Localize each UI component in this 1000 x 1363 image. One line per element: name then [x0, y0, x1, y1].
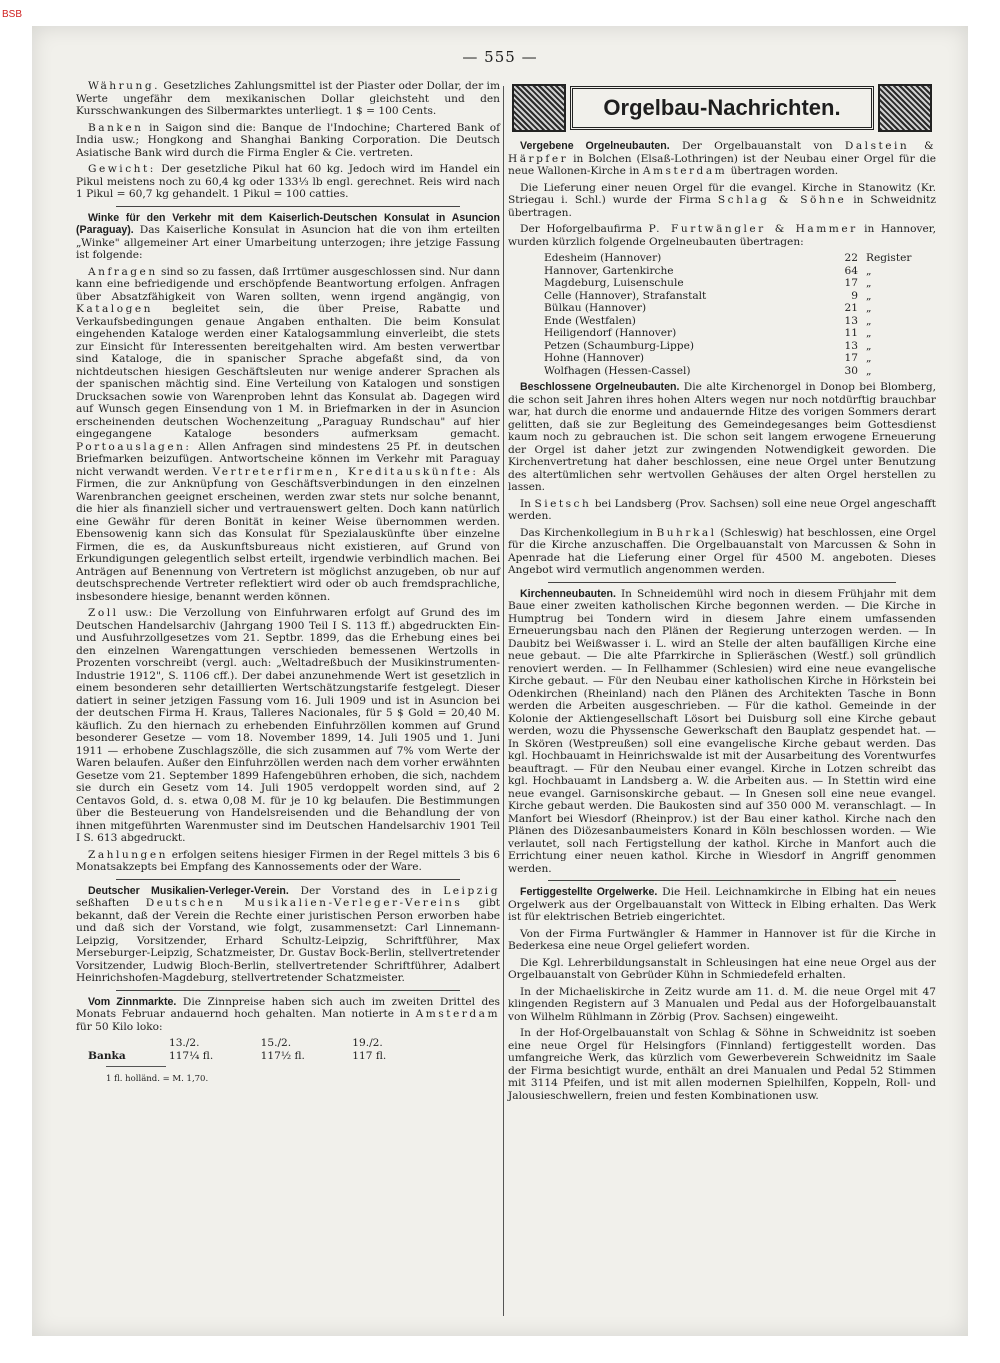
- price-cell: 117 fl.: [352, 1049, 387, 1062]
- lead-waehrung: Währung.: [88, 80, 160, 92]
- paragraph-schleusingen: Die Kgl. Lehrerbildungsanstalt in Schleusingen hat eine neue Orgel aus der Orgelbauanstalt von Gebrüder Kühn in Schmiedefeld erhalten.: [508, 956, 936, 981]
- article-musikalien-verleger: Deutscher Musikalien-Verleger-Verein. Der Vorstand des in Leipzig seßhaften Deutschen Musikalien-Verleger-Vereins gibt bekannt, daß der Verein die Rechte einer juristischen Person erworben habe und daß sich der Vorstand, wie folgt, zusammensetzt: Carl Linnemann-Leipzig, Vorsitzender, Erhard Schultz-Leipzig, Schriftführer, Max Merseburger-Leipzig, Schatzmeister, Dr. Gustav Bock-Berlin, stellvertretender Vorsitzender, Ludwig Bloch-Berlin, stellvertretender Schriftführer, Adalbert Heinrichshofen-Magdeburg, stellvertretender Schatzmeister.: [76, 884, 501, 984]
- paragraph-anfragen: Anfragen sind so zu fassen, daß Irrtümer ausgeschlossen sind. Nur dann kann eine befriedigende und erschöpfende Beantwortung erfolgen. Anfragen über Absatzfähigkeit von Waren sollten, wenn irgend angängig, von Katalogen begleitet sein, die über Preise, Rabatte und Verkaufsbedingungen genaue Angaben enthalten. Die beim Konsulat eingehenden Kataloge werden einer Katalogsammlung einverleibt, die stets zur Einsicht für Interessenten bereitgehalten wird. Am besten verwertbar sind Kataloge, die in spanischer Sprache abgefaßt sind, da von nichtdeutschen hiesigen Geschäftsleuten nur wenige anderer Sprachen als der spanischen mächtig sind. Eine Verteilung von Katalogen und sonstigen Drucksachen sowie von Warenproben lehnt das Konsulat ab. Dagegen wird auf Wunsch gegen Einsendung von 1 M. in Briefmarken in der in Asuncion erscheinenden deutschen Wochenzeitung „Paraguay Rundschau" auf hier eingegangene Kataloge besonders aufmerksam gemacht. Portoauslagen: Allen Anfragen sind mindestens 25 Pf. in deutschen Briefmarken beizufügen. Antwortscheine können im Verkehr mit Paraguay nicht verwandt werden. Vertreterfirmen, Kreditauskünfte: Als Firmen, die zur Anknüpfung von Geschäftsverbindungen in den einzelnen Warenbranchen geeignet erscheinen, werden zwar stets nur solche benannt, die hier als finanziell sicher und vertrauenswert gelten. Doch kann natürlich eine Gewähr für deren Bonität in keiner Weise übernommen werden. Ebensowenig kann sich das Konsulat für Spezialauskünfte über einzelne Firmen, die es, da Auskunftsbureaus nicht existieren, auf Grund von Erkundigungen gelegentlich selbst erteilt, irgendwie verbindlich machen. Bei Anträgen auf Benennung von Vertretern ist möglichst anzugeben, ob nur auf deutschsprechende Vertreter reflektiert wird oder ob auch fremdsprachliche, insbesondere hiesige, benannt werden können.: [76, 265, 500, 603]
- table-row: [82, 1050, 421, 1063]
- ornament-right-icon: [878, 84, 932, 132]
- organ-list: [508, 252, 936, 377]
- section-rule: [548, 582, 896, 583]
- article-heading-vergebene: Vergebene Orgelneubauten.: [520, 140, 670, 152]
- lead-banken: Banken: [88, 121, 144, 134]
- left-column: [76, 80, 500, 1086]
- paragraph-banken: Banken in Saigon sind die: Banque de l'Indochine; Chartered Bank of India usw.; Hongkong and Shanghai Banking Corporation. Die Deutsch Asiatische Bank wird durch die Firma Engler & Cie. vertreten.: [76, 121, 500, 159]
- table-row: Wolfhagen (Hessen-Cassel) 30 „: [544, 364, 872, 377]
- article-heading-beschlossene: Beschlossene Orgelneubauten.: [520, 381, 680, 393]
- table-row: Celle (Hannover), Strafanstalt 9 „: [544, 289, 872, 302]
- lead-zahlungen: Zahlungen: [88, 848, 168, 861]
- article-heading-winke: Winke für den Verkehr mit dem Kaiserlich-Deutschen Konsulat in Asuncion (Paraguay).: [76, 211, 500, 236]
- lead-zoll: Zoll: [88, 607, 119, 619]
- paragraph-zeitz: In der Michaeliskirche in Zeitz wurde am 11. d. M. die neue Orgel mit 47 klingenden Registern auf 3 Manualen und Pedal aus der Hoforgelbauanstalt von Wilhelm Rühlmann in Zörbig (Prov. Sachsen) eingeweiht.: [508, 985, 936, 1023]
- lead-anfragen: Anfragen: [88, 265, 158, 278]
- article-winke: Winke für den Verkehr mit dem Kaiserlich-Deutschen Konsulat in Asuncion (Paraguay). Das Kaiserliche Konsulat in Asuncion hat die von ihm erteilten „Winke" allgemeiner Art einer Umarbeitung unterzogen; ihre jetzige Fassung ist folgende:: [76, 211, 500, 261]
- table-row: Edesheim (Hannover) 22 Register: [544, 252, 912, 264]
- section-rule: [548, 880, 896, 881]
- article-vergebene: Vergebene Orgelneubauten. Der Orgelbauanstalt von Dalstein & Härpfer in Bolchen (Elsaß-Lothringen) ist der Neubau einer Orgel für die neue Wallonen-Kirche in Amsterdam übertragen worden.: [508, 140, 936, 177]
- section-rule: [116, 206, 460, 207]
- paragraph-bederkesa: Von der Firma Furtwängler & Hammer in Hannover ist für die Kirche in Bederkesa eine neue Orgel geliefert worden.: [508, 927, 936, 952]
- table-row: Hohne (Hannover) 17 „: [544, 352, 872, 364]
- tin-price-table: [82, 1037, 421, 1062]
- right-column: [508, 80, 936, 1106]
- section-banner: [508, 82, 936, 132]
- table-row: [82, 1037, 421, 1050]
- price-cell: 117¼ fl.: [168, 1049, 214, 1062]
- library-watermark: BSB: [2, 9, 23, 20]
- paragraph-zahlungen: Zahlungen erfolgen seitens hiesiger Firmen in der Regel mittels 3 bis 6 Monatsakzepts bei Empfang des Kannossements oder der Ware.: [76, 848, 500, 873]
- scanned-page: [32, 26, 968, 1336]
- paragraph-buhrkal: Das Kirchenkollegium in Buhrkal (Schleswig) hat beschlossen, eine Orgel für die Kirche anzuschaffen. Die Orgelbauanstalt von Marcussen & Sohn in Apenrade hat die Lieferung einer Orgel für 4500 M. angeboten. Dieses Angebot wird vermutlich angenommen werden.: [508, 526, 937, 576]
- column-divider: [503, 86, 504, 1316]
- row-label: Banka: [88, 1049, 126, 1062]
- table-row: Heiligendorf (Hannover) 11 „: [544, 327, 872, 339]
- table-row: Magdeburg, Luisenschule 17 „: [544, 277, 872, 289]
- paragraph-helsingfors: In der Hof-Orgelbauanstalt von Schlag & Söhne in Schweidnitz ist soeben eine neue Orgel für Helsingfors (Finnland) fertiggestellt worden. Das umfangreiche Werk, das kürzlich vom Gewerbeverein Schweidnitz im Saale der Firma besichtigt wurde, enthält an drei Manualen und Pedal 52 Stimmen mit 3114 Pfeifen, und ist mit allen modernen Spielhilfen, Koppeln, Roll- und Jalousieschwellern, freien und festen Kombinationen usw.: [508, 1027, 936, 1102]
- article-heading-fertiggestellte: Fertiggestellte Orgelwerke.: [520, 886, 658, 898]
- article-zinnmarkt: Vom Zinnmarkte. Die Zinnpreise haben sich auch im zweiten Drittel des Monats Februar andauernd hoch gehalten. Man notierte in Amsterdam für 50 Kilo loko:: [76, 995, 500, 1033]
- banner-title: Orgelbau-Nachrichten.: [570, 86, 874, 130]
- page-number: — 555 —: [462, 48, 538, 66]
- date-cell: 15./2.: [260, 1037, 292, 1049]
- table-row: Petzen (Schaumburg-Lippe) 13 „: [544, 339, 872, 352]
- lead-gewicht: Gewicht:: [88, 163, 156, 175]
- date-cell: 19./2.: [352, 1037, 383, 1049]
- article-heading-zinnmarkt: Vom Zinnmarkte.: [88, 995, 177, 1008]
- paragraph-furtwaengler: Der Hoforgelbaufirma P. Furtwängler & Hammer in Hannover, wurden kürzlich folgende Orgelneubauten übertragen:: [508, 223, 936, 248]
- table-row: Ende (Westfalen) 13 „: [544, 314, 872, 327]
- footnote-rule: [106, 1066, 166, 1067]
- article-heading-kirchenneubauten: Kirchenneubauten.: [520, 587, 616, 600]
- section-rule: [116, 879, 460, 880]
- section-rule: [116, 990, 460, 991]
- article-fertiggestellte: Fertiggestellte Orgelwerke. Die Heil. Leichnamkirche in Elbing hat ein neues Orgelwerk aus der Orgelbauanstalt von Witteck in Elbing erhalten. Das Werk ist für elektrischen Betrieb eingerichtet.: [508, 886, 936, 923]
- article-heading-verleger: Deutscher Musikalien-Verleger-Verein.: [88, 884, 289, 897]
- footnote: 1 fl. holländ. = M. 1,70.: [106, 1074, 209, 1084]
- paragraph-zoll: Zoll usw.: Die Verzollung von Einfuhrwaren erfolgt auf Grund des im Deutschen Handelsarchiv (Jahrgang 1900 Teil I S. 113 ff.) abgedruckten Ein- und Ausfuhrzollgesetzes vom 21. Septbr. 1899, das die Erhebung eines bei den einzelnen Warengattungen verschieden bemessenen Wertzolls in Prozenten vorschreibt (vergl. auch: „Weltadreßbuch der Musikinstrumenten-Industrie 1912", S. 1106 cff.). Der dabei anzunehmende Wert ist gesetzlich in einem besonderen sehr detaillierten Wertschätzungstarife festgelegt. Dieser datiert in seiner jetzigen Fassung vom 16. Juli 1909 und ist in Asuncion bei der deutschen Firma H. Kraus, Talleres Nacionales, für 5 $ Gold = 20,40 M. käuflich. Zu den hiernach zu erhebenden Einfuhrzöllen kommen auf Grund besonderer Gesetze — vom 18. November 1899, 14. Juli 1905 und 1. Juni 1911 — erhobene Zuschlagszölle, die sich zusammen auf 7% vom Werte der Waren belaufen. Außer den Einfuhrzöllen werden nach dem vorher erwähnten Gesetze vom 21. September 1899 Hafengebühren erhoben, die sich, nachdem sie durch ein Gesetz vom 14. Juli 1905 verdoppelt worden sind, auf 2 Centavos Gold, d. s. etwa 0,08 M. für je 10 kg belaufen. Die Bestimmungen über die Besteuerung von Handelsreisenden und die Behandlung der von ihnen mitgeführten Warenmuster sind im Deutschen Handelsarchiv 1901 Teil I S. 613 abgedruckt.: [76, 607, 500, 844]
- article-kirchenneubauten: Kirchenneubauten. In Schneidemühl wird noch in diesem Frühjahr mit dem Baue einer zweiten katholischen Kirche begonnen werden. — Die Kirche in Humptrug bei Tondern wird in diesem Jahre einem umfassenden Erneuerungsbau nach den Plänen der Regierung unterzogen werden. — In Daubitz bei Weißwasser i. L. wird an Stelle der alten baufälligen Kirche eine neue gebaut. — Die alte Pfarrkirche in Splieräschen (Westf.) soll gründlich renoviert werden. — In Fellhammer (Schlesien) wird eine neue evangelische Kirche gebaut. — Für den Neubau einer katholischen Kirche in Hörkstein bei Odenkirchen (Rheinland) nach den Plänen des Architekten Tasche in Bonn werden die Arbeiten ausgeschrieben. — Für die kathol. Gemeinde in der Kolonie der Aktiengesellschaft Lösort bei Duisburg soll eine Kirche gebaut werden, wozu die Physsensche Gewerkschaft den Bauplatz gespendet hat. — In Skören (Westpreußen) soll eine evangelische Kirche gebaut werden. Das kgl. Hochbauamt in Heinrichswalde ist mit der Ausarbeitung des Vorentwurfes beauftragt. — Für den Neubau einer evangel. Kirche in Lotzen schreibt das kgl. Hochbauamt in Landsberg a. W. die Arbeiten aus. — In Stettin wird eine neue evangel. Garnisonskirche gebaut. — In Gnesen soll eine neue evangel. Kirche gebaut werden. Die Baukosten sind auf 350 000 M. veranschlagt. — In Manfort bei Wiesdorf (Rheinprov.) ist der Bau einer kathol. Kirche nach den Plänen des Diözesanbaumeisters Konard in Köln beschlossen worden. — Wie verlautet, soll nach Fertigstellung der kathol. Kirche in Manfort auch die Errichtung einer neuen kathol. Kirche in Wiesdorf in Angriff genommen werden.: [508, 587, 936, 875]
- ornament-left-icon: [512, 84, 566, 132]
- paragraph-waehrung: Währung. Gesetzliches Zahlungsmittel ist der Piaster oder Dollar, der im Werte ungefähr dem mexikanischen Dollar gleichsteht und den Kursschwankungen des Silbermarktes unterliegt. 1 $ = 100 Cents.: [76, 80, 500, 117]
- paragraph-stanowitz: Die Lieferung einer neuen Orgel für die evangel. Kirche in Stanowitz (Kr. Striegau i. Schl.) wurde der Firma Schlag & Söhne in Schweidnitz übertragen.: [508, 181, 936, 219]
- article-beschlossene: Beschlossene Orgelneubauten. Die alte Kirchenorgel in Donop bei Blomberg, die schon seit Jahren ihres hohen Alters wegen nur noch notdürftig brauchbar war, hat durch die enorme und andauernde Hitze des vorigen Sommers derart gelitten, daß sie zur Begleitung des Gemeindegesanges beim Gottesdienst kaum noch zu gebrauchen ist. Die schon seit langem erwogene Erneuerung der Orgel ist daher jetzt zur zwingenden Notwendigkeit geworden. Die Kirchenvertretung hat daher beschlossen, eine neue Orgel unter Benutzung des altertümlichen sehr wertvollen Gehäuses der alten Orgel herstellen zu lassen.: [508, 381, 936, 493]
- table-row: Hannover, Gartenkirche 64 „: [544, 264, 872, 277]
- date-cell: 13./2.: [168, 1037, 200, 1049]
- table-row: Bülkau (Hannover) 21 „: [544, 302, 872, 314]
- paragraph-sietsch: In Sietsch bei Landsberg (Prov. Sachsen) soll eine neue Orgel angeschafft werden.: [508, 497, 936, 522]
- paragraph-gewicht: Gewicht: Der gesetzliche Pikul hat 60 kg. Jedoch wird im Handel ein Pikul meistens noch zu 60,4 kg oder 133⅓ lb engl. gerechnet. Reis wird nach 1 Pikul = 60,7 kg gehandelt. 1 Pikul = 100 catties.: [76, 163, 500, 200]
- price-cell: 117½ fl.: [260, 1049, 305, 1062]
